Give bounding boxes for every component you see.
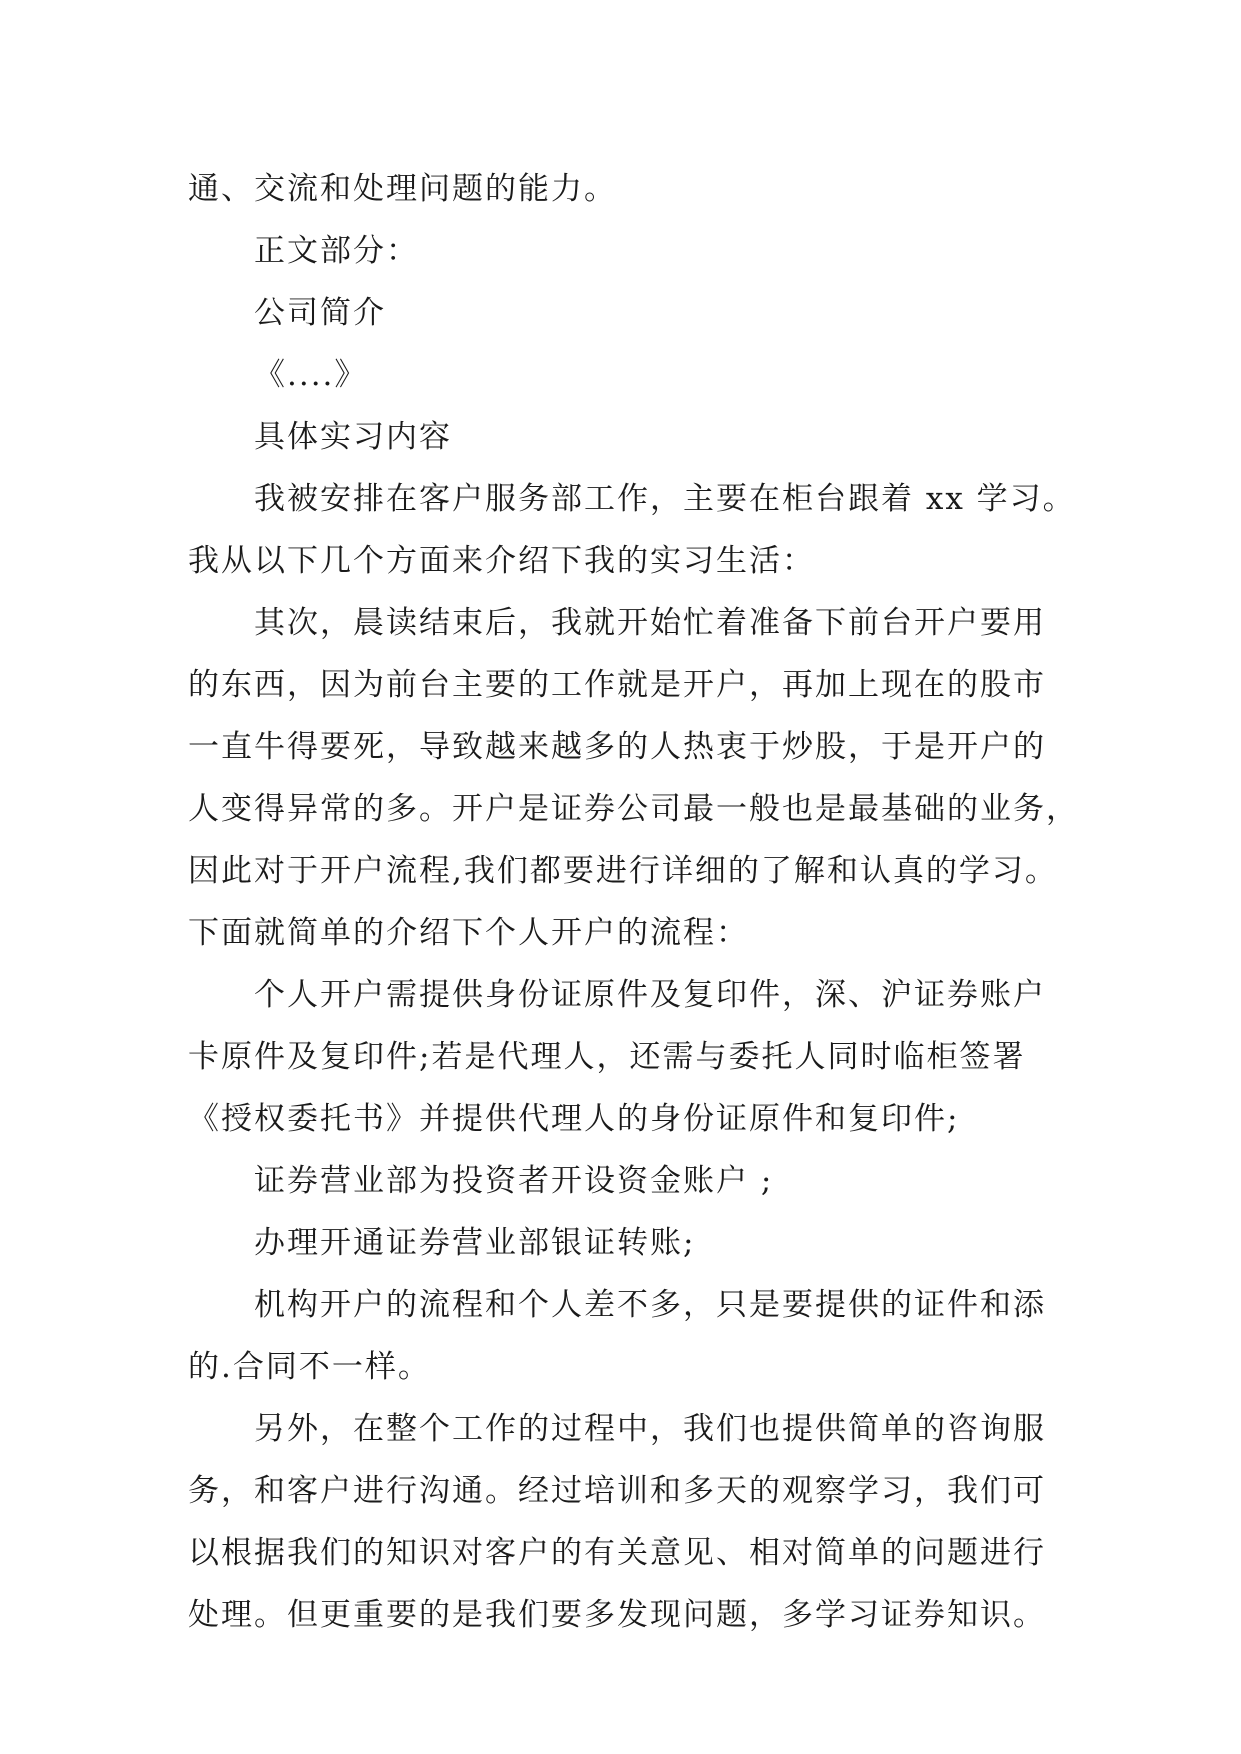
text-line: 一直牛得要死，导致越来越多的人热衷于炒股，于是开户的 xyxy=(188,729,1046,765)
text-line: 下面就简单的介绍下个人开户的流程： xyxy=(188,915,749,951)
section-heading: 具体实习内容 xyxy=(254,419,452,455)
document-body xyxy=(188,158,1079,1646)
text-line: 我从以下几个方面来介绍下我的实习生活： xyxy=(188,543,815,579)
text-line: 通、交流和处理问题的能力。 xyxy=(188,171,617,207)
section-heading: 公司简介 xyxy=(254,295,386,331)
text-line: 《....》 xyxy=(254,357,368,393)
text-line: 人变得异常的多。开户是证券公司最一般也是最基础的业务， xyxy=(188,791,1079,827)
text-line: 机构开户的流程和个人差不多，只是要提供的证件和添 xyxy=(254,1287,1046,1323)
text-line: 处理。但更重要的是我们要多发现问题，多学习证券知识。 xyxy=(188,1597,1046,1633)
text-line: 我被安排在客户服务部工作，主要在柜台跟着 xx 学习。 xyxy=(254,481,1076,517)
section-heading: 正文部分： xyxy=(254,233,419,269)
text-line: 务，和客户进行沟通。经过培训和多天的观察学习，我们可 xyxy=(188,1473,1046,1509)
text-line: 卡原件及复印件;若是代理人，还需与委托人同时临柜签署 xyxy=(188,1039,1026,1075)
text-line: 的.合同不一样。 xyxy=(188,1349,431,1385)
text-line: 个人开户需提供身份证原件及复印件，深、沪证券账户 xyxy=(254,977,1046,1013)
text-line: 证券营业部为投资者开设资金账户 ; xyxy=(254,1163,774,1199)
text-line: 的东西，因为前台主要的工作就是开户，再加上现在的股市 xyxy=(188,667,1046,703)
text-line: 因此对于开户流程,我们都要进行详细的了解和认真的学习。 xyxy=(188,853,1058,889)
text-line: 其次，晨读结束后，我就开始忙着准备下前台开户要用 xyxy=(254,605,1046,641)
text-line: 《授权委托书》并提供代理人的身份证原件和复印件; xyxy=(188,1101,960,1137)
text-line: 以根据我们的知识对客户的有关意见、相对简单的问题进行 xyxy=(188,1535,1046,1571)
text-line: 另外，在整个工作的过程中，我们也提供简单的咨询服 xyxy=(254,1411,1046,1447)
text-line: 办理开通证券营业部银证转账; xyxy=(254,1225,696,1261)
